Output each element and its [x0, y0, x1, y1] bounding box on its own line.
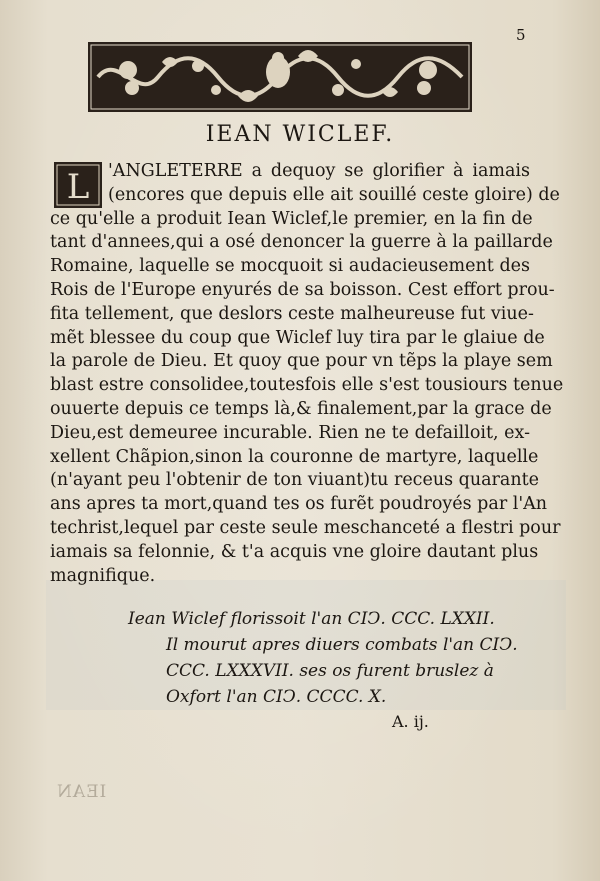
text-line: Romaine, laquelle se mocquoit si audacieusement des [50, 256, 530, 277]
text-line: Dieu,est demeuree incurable. Rien ne te defailloit, ex- [50, 422, 530, 443]
signature-mark: A. ij. [392, 712, 429, 731]
caption-line: Oxfort l'an CIↃ. CCCC. X. [166, 687, 387, 707]
page-number: 5 [516, 26, 526, 44]
date-caption [128, 606, 528, 710]
text-line: 'ANGLETERRE a dequoy se glorifier à iamais [108, 161, 530, 181]
text-line: la parole de Dieu. Et quoy que pour vn tẽps la playe sem [50, 351, 553, 372]
dropcap-letter: L [66, 167, 90, 207]
text-line: (encores que depuis elle ait souillé ceste gloire) de [108, 184, 560, 205]
caption-line: Il mourut apres diuers combats l'an CIↃ. [166, 635, 518, 655]
body-paragraph [50, 160, 564, 588]
text-line: magnifique. [50, 565, 156, 586]
text-line: ouuerte depuis ce temps là,& finalement,par la grace de [50, 398, 552, 419]
text-line: (n'ayant peu l'obtenir de ton viuant)tu receus quarante [50, 470, 540, 491]
caption-line: Iean Wiclef florissoit l'an CIↃ. CCC. LXXII. [128, 609, 495, 629]
text-line: iamais sa felonnie, & t'a acquis vne gloire dautant plus [50, 541, 539, 562]
text-line: ans apres ta mort,quand tes os furẽt poudroyés par l'An [50, 494, 548, 515]
text-line: tant d'annees,qui a osé denoncer la guerre à la paillarde [50, 232, 553, 253]
text-line: ce qu'elle a produit Iean Wiclef,le premier, en la fin de [50, 208, 533, 229]
woodcut-ornament-headpiece [88, 42, 472, 112]
text-line: xellent Chãpion,sinon la couronne de martyre, laquelle [50, 446, 539, 467]
text-line: Rois de l'Europe enyurés de sa boisson. Cest effort prou- [50, 279, 555, 300]
text-line: techrist,lequel par ceste seule meschanceté a flestri pour [50, 517, 561, 538]
caption-line: CCC. LXXXVII. ses os furent bruslez à [166, 661, 494, 681]
text-line: mẽt blessee du coup que Wiclef luy tira par le glaiue de [50, 327, 545, 348]
show-through-text: IEAN [56, 782, 107, 802]
page-heading: IEAN WICLEF. [205, 122, 395, 147]
text-line: fita tellement, que deslors ceste malheureuse fut viue- [50, 303, 534, 324]
text-line: blast estre consolidee,toutesfois elle s'est tousiours tenue [50, 375, 564, 396]
